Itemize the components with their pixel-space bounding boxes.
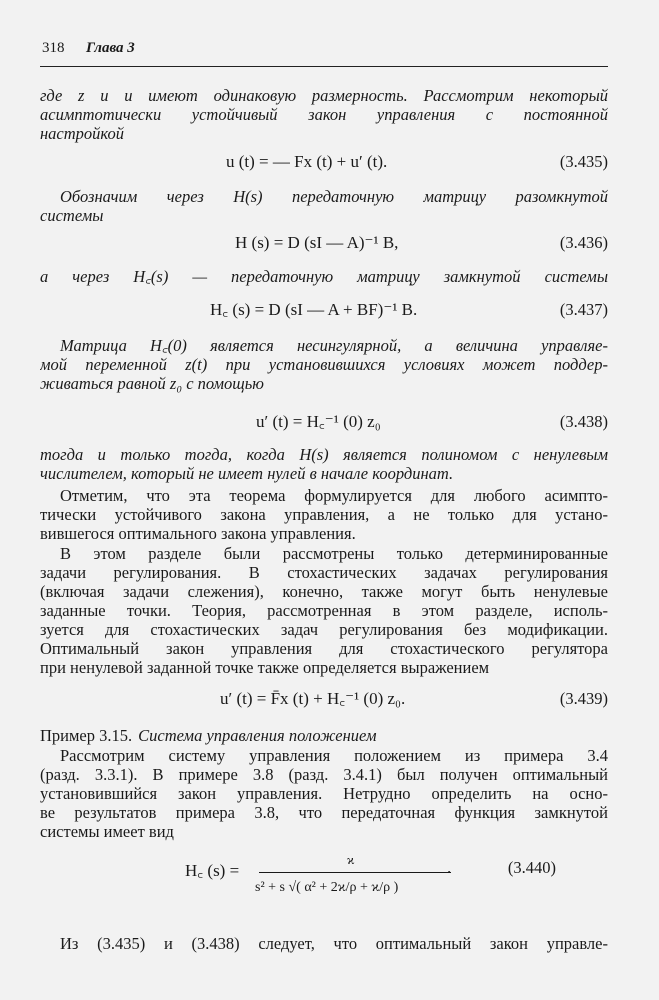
text-line: установившийся закон управления. Нетрудно определить на осно- xyxy=(40,785,608,803)
equation-lhs: H꜀ (s) = xyxy=(185,861,240,880)
equation-3-435 xyxy=(40,150,608,174)
text-line: Отметим, что эта теорема формулируется для любого асимпто- xyxy=(60,487,608,505)
equation-body: u (t) = — Fx (t) + u′ (t). xyxy=(226,152,388,171)
text-line: мой переменной z(t) при установившихся условиях может поддер- xyxy=(40,356,608,374)
header-rule xyxy=(40,66,608,67)
equation-body: H (s) = D (sI — A)⁻¹ B, xyxy=(235,233,399,252)
text-line: тически устойчивого закона управления, а не только для устано- xyxy=(40,506,608,524)
text-line: асимптотически устойчивый закон управления с постоянной xyxy=(40,106,608,124)
text-line: где z и u имеют одинаковую размерность. Рассмотрим некоторый xyxy=(40,87,608,105)
text-line: числителем, который не имеет нулей в начале координат. xyxy=(40,465,454,483)
equation-number: (3.435) xyxy=(559,152,608,171)
chapter-title: Глава 3 xyxy=(86,40,135,56)
example-title: Система управления положением xyxy=(138,726,377,745)
text-line: (разд. 3.3.1). В примере 3.8 (разд. 3.4.1) был получен оптимальный xyxy=(40,766,608,784)
text-line: тогда и только тогда, когда H(s) является полиномом с ненулевым xyxy=(40,446,608,464)
text-line: Из (3.435) и (3.438) следует, что оптимальный закон управле- xyxy=(60,935,608,953)
equation-number: (3.439) xyxy=(559,689,608,708)
page-number: 318 xyxy=(42,40,65,56)
equation-tail: . xyxy=(447,858,452,877)
text-line: (включая задачи слежения), конечно, также могут быть ненулевые xyxy=(40,583,608,601)
equation-3-436 xyxy=(40,231,608,255)
text-line: Обозначим через H(s) передаточную матрицу разомкнутой xyxy=(60,188,608,206)
text-line: Оптимальный закон управления для стохастического регулятора xyxy=(40,640,608,658)
text-line: системы xyxy=(40,207,104,225)
example-heading xyxy=(40,726,377,746)
fraction-bar xyxy=(259,872,451,873)
fraction-denominator: s² + s √( α² + 2ϰ/ρ + ϰ/ρ ) xyxy=(255,880,399,895)
text-line: системы имеет вид xyxy=(40,823,174,841)
text-line: настройкой xyxy=(40,125,125,143)
text-line: а через H꜀(s) — передаточную матрицу замкнутой системы xyxy=(40,268,608,286)
equation-body: u′ (t) = F̄x (t) + H꜀⁻¹ (0) z₀. xyxy=(220,689,406,708)
equation-3-439 xyxy=(40,687,608,711)
equation-3-437 xyxy=(40,298,608,322)
fraction-numerator: ϰ xyxy=(347,852,355,867)
text-line: ве результатов примера 3.8, что передаточная функция замкнутой xyxy=(40,804,608,822)
text-line: задачи регулирования. В стохастических задачах регулирования xyxy=(40,564,608,582)
text-line: Рассмотрим систему управления положением из примера 3.4 xyxy=(60,747,608,765)
equation-body: u′ (t) = H꜀⁻¹ (0) z₀ xyxy=(256,412,381,431)
text-line: зуется для стохастических задач регулирования без модификации. xyxy=(40,621,608,639)
text-line: вившегося оптимального закона управления. xyxy=(40,525,356,543)
equation-number: (3.438) xyxy=(559,412,608,431)
equation-number: (3.440) xyxy=(507,858,556,877)
equation-body: H꜀ (s) = D (sI — A + BF)⁻¹ B. xyxy=(210,300,418,319)
running-header xyxy=(40,40,608,64)
equation-number: (3.436) xyxy=(559,233,608,252)
equation-3-440 xyxy=(185,852,625,926)
example-label: Пример 3.15. xyxy=(40,726,133,745)
equation-3-438 xyxy=(40,410,608,434)
equation-number: (3.437) xyxy=(559,300,608,319)
text-line: Матрица H꜀(0) является несингулярной, а величина управляе- xyxy=(60,337,608,355)
text-line: заданные точки. Теория, рассмотренная в этом разделе, исполь- xyxy=(40,602,608,620)
text-line: при ненулевой заданной точке также определяется выражением xyxy=(40,659,490,677)
text-line: живаться равной z₀ с помощью xyxy=(40,375,264,393)
text-line: В этом разделе были рассмотрены только детерминированные xyxy=(60,545,608,563)
